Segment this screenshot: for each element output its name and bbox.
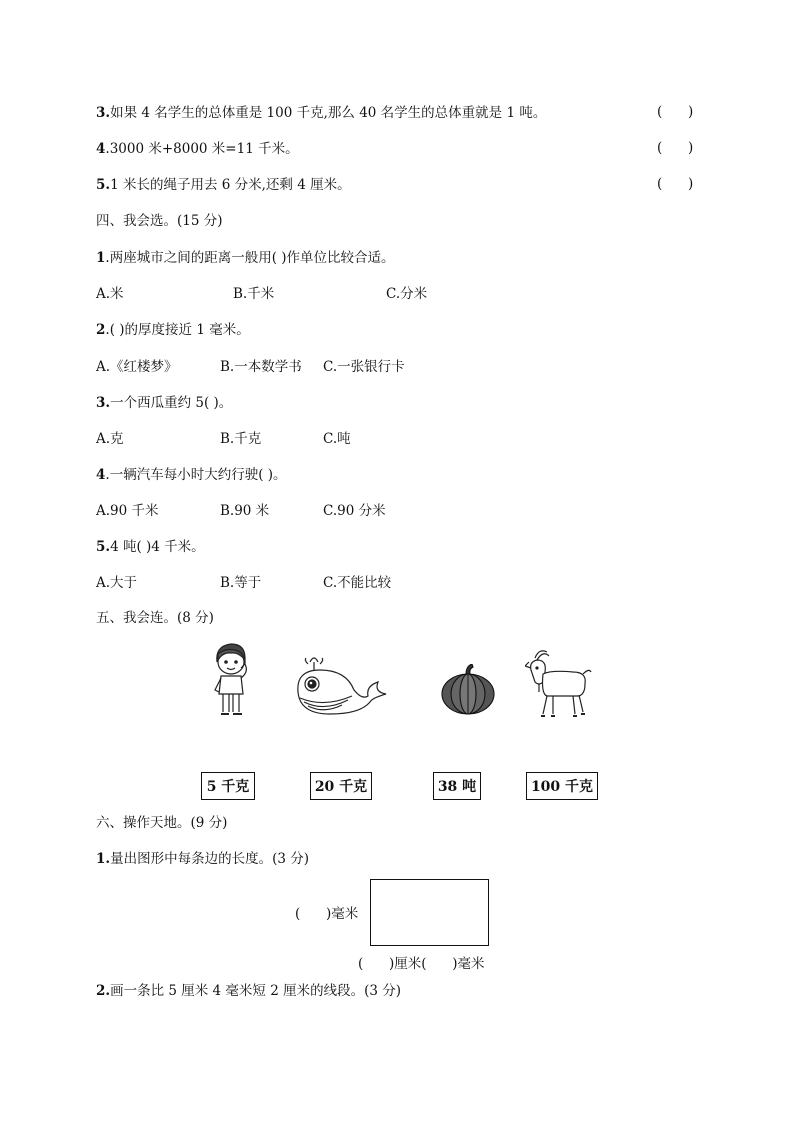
question-number: 3.	[96, 105, 111, 121]
weight-box-2[interactable]: 20 千克	[310, 772, 372, 800]
option-a[interactable]: A.《红楼梦》	[96, 359, 178, 375]
question-number: 5.	[96, 539, 111, 555]
option-c[interactable]: C.一张银行卡	[323, 359, 405, 375]
option-b[interactable]: B.千米	[233, 286, 275, 302]
question-text: 如果 4 名学生的总体重是 100 千克,那么 40 名学生的总体重就是 1 吨。	[110, 105, 547, 121]
section-title: 六、操作天地。(9 分)	[96, 815, 228, 831]
question-number: 2.	[96, 983, 111, 999]
bottom-length-label[interactable]: ( )厘米( )毫米	[358, 956, 485, 972]
choice-question-2	[96, 321, 250, 339]
option-b[interactable]: B.一本数学书	[220, 359, 302, 375]
question-text: 1 米长的绳子用去 6 分米,还剩 4 厘米。	[110, 177, 351, 193]
question-number: 1.	[96, 851, 111, 867]
operation-question-2	[96, 982, 401, 1000]
option-b[interactable]: B.千克	[220, 431, 262, 447]
choice-question-4	[96, 466, 287, 484]
choice-question-1	[96, 249, 395, 267]
weight-box-3[interactable]: 38 吨	[433, 772, 481, 800]
operation-question-1	[96, 850, 309, 868]
option-a[interactable]: A.米	[96, 286, 124, 302]
option-c[interactable]: C.不能比较	[323, 575, 392, 591]
section-title: 四、我会选。(15 分)	[96, 213, 223, 229]
answer-blank[interactable]: ( )	[657, 176, 694, 192]
question-text: .一辆汽车每小时大约行驶( )。	[105, 467, 287, 483]
question-text: .两座城市之间的距离一般用( )作单位比较合适。	[105, 250, 395, 266]
option-b[interactable]: B.90 米	[220, 503, 270, 519]
question-text: 4 吨( )4 千米。	[110, 539, 205, 555]
answer-blank[interactable]: ( )	[657, 140, 694, 156]
pumpkin-icon[interactable]	[440, 664, 496, 716]
question-number: 1	[96, 250, 106, 266]
choice-question-3	[96, 394, 232, 412]
weight-box-1[interactable]: 5 千克	[201, 772, 255, 800]
option-c[interactable]: C.吨	[323, 431, 351, 447]
question-text: 量出图形中每条边的长度。(3 分)	[110, 851, 310, 867]
choice-question-5	[96, 538, 205, 556]
question-number: 2	[96, 322, 106, 338]
answer-blank[interactable]: ( )	[657, 104, 694, 120]
whale-icon[interactable]	[290, 656, 390, 718]
judge-question-5	[96, 176, 351, 194]
judge-question-3	[96, 104, 546, 122]
question-text: .( )的厚度接近 1 毫米。	[105, 322, 250, 338]
option-b[interactable]: B.等于	[220, 575, 262, 591]
judge-question-4	[96, 140, 299, 158]
question-number: 3.	[96, 395, 111, 411]
measure-rectangle	[370, 879, 489, 946]
goat-icon[interactable]	[525, 648, 593, 720]
option-c[interactable]: C.90 分米	[323, 503, 386, 519]
question-number: 5.	[96, 177, 111, 193]
option-a[interactable]: A.克	[96, 431, 124, 447]
boy-icon[interactable]	[205, 640, 257, 720]
weight-box-4[interactable]: 100 千克	[526, 772, 598, 800]
section-title: 五、我会连。(8 分)	[96, 610, 214, 626]
question-text: 一个西瓜重约 5( )。	[110, 395, 233, 411]
option-a[interactable]: A.90 千米	[96, 503, 159, 519]
option-c[interactable]: C.分米	[386, 286, 428, 302]
question-number: 4	[96, 467, 106, 483]
question-text: .3000 米+8000 米=11 千米。	[105, 141, 299, 157]
question-text: 画一条比 5 厘米 4 毫米短 2 厘米的线段。(3 分)	[110, 983, 402, 999]
side-length-label[interactable]: ( )毫米	[295, 906, 359, 922]
question-number: 4	[96, 141, 106, 157]
option-a[interactable]: A.大于	[96, 575, 138, 591]
